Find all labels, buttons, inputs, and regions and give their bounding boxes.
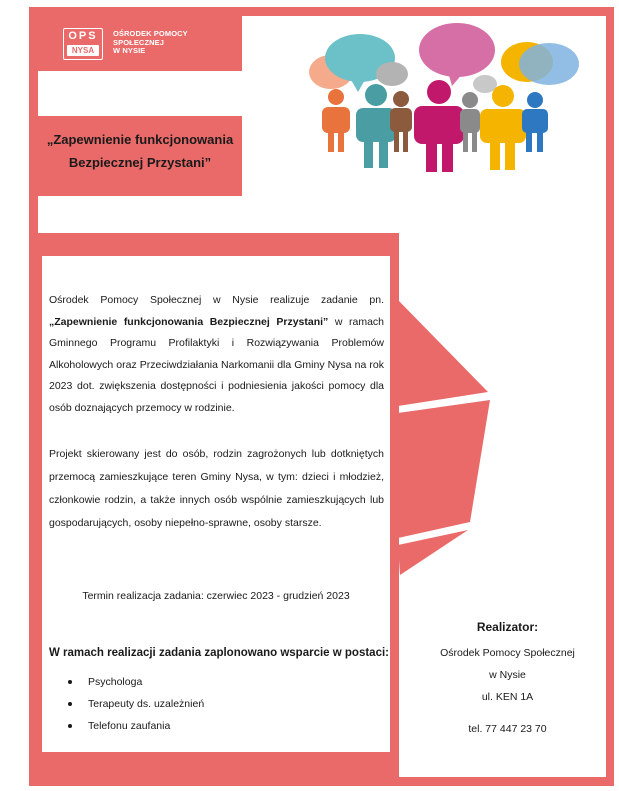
logo-abbr: OPS: [68, 30, 98, 42]
target-paragraph: Projekt skierowany jest do osób, rodzin zagrożonych lub dotkniętych przemocą zamieszkujące teren Gminy Nysa, w tym: dzieci i młodzież, członkowie rodzin, a także innych osób wspólnie zamieszkujących lub gospodarujących, osoby niepełno-sprawne, osoby starsze.: [49, 448, 384, 529]
support-item: Psychologa: [68, 674, 204, 696]
intro-start: Ośrodek Pomocy Społecznej w Nysie realizuje zadanie pn.: [49, 294, 384, 306]
realizator-title: Realizator:: [476, 620, 539, 634]
decorative-shard: [398, 400, 490, 538]
term-text: Termin realizacja zadania: czerwiec 2023 - grudzień 2023: [82, 590, 350, 602]
intro-end: w ramach Gminnego Programu Profilaktyki i Rozwiązywania Problemów Alkoholowych oraz Przeciwdziałania Narkomanii dla Gminy Nysa na rok 2023 dot. zwiększenia dostępności i podniesienia jakości pomocy dla osób doznających przemocy w rodzinie.: [49, 315, 385, 414]
realizator-line: w Nysie: [489, 669, 526, 681]
people-illustration: [309, 23, 579, 172]
realizator-block: [420, 620, 595, 740]
intro-paragraph: [49, 290, 384, 419]
support-heading: W ramach realizacji zadania zaplonowano wsparcie w postaci:: [49, 647, 389, 659]
decorative-shard: [398, 530, 468, 575]
ops-logo-icon: [63, 28, 103, 60]
support-item: Telefonu zaufania: [68, 718, 204, 740]
realizator-phone: tel. 77 447 23 70: [468, 723, 547, 735]
decorative-shard: [398, 300, 488, 406]
realizator-line: Ośrodek Pomocy Społecznej: [440, 647, 575, 659]
logo-city: NYSA: [67, 45, 99, 56]
logo-org-line: W NYSIE: [113, 46, 146, 55]
project-title: [38, 128, 242, 174]
logo-org-line: OŚRODEK POMOCY: [113, 29, 188, 38]
logo-org-line: SPOŁECZNEJ: [113, 37, 165, 47]
support-item: Terapeuty ds. uzależnień: [68, 696, 204, 718]
support-list: [68, 674, 204, 740]
realizator-line: ul. KEN 1A: [481, 691, 534, 703]
logo-org-name: [113, 30, 188, 56]
project-title-line: Bezpiecznej Przystani”: [68, 155, 212, 170]
intro-project-name: „Zapewnienie funkcjonowania Bezpiecznej Przystani”: [49, 315, 329, 328]
project-title-line: „Zapewnienie funkcjonowania: [46, 132, 234, 147]
